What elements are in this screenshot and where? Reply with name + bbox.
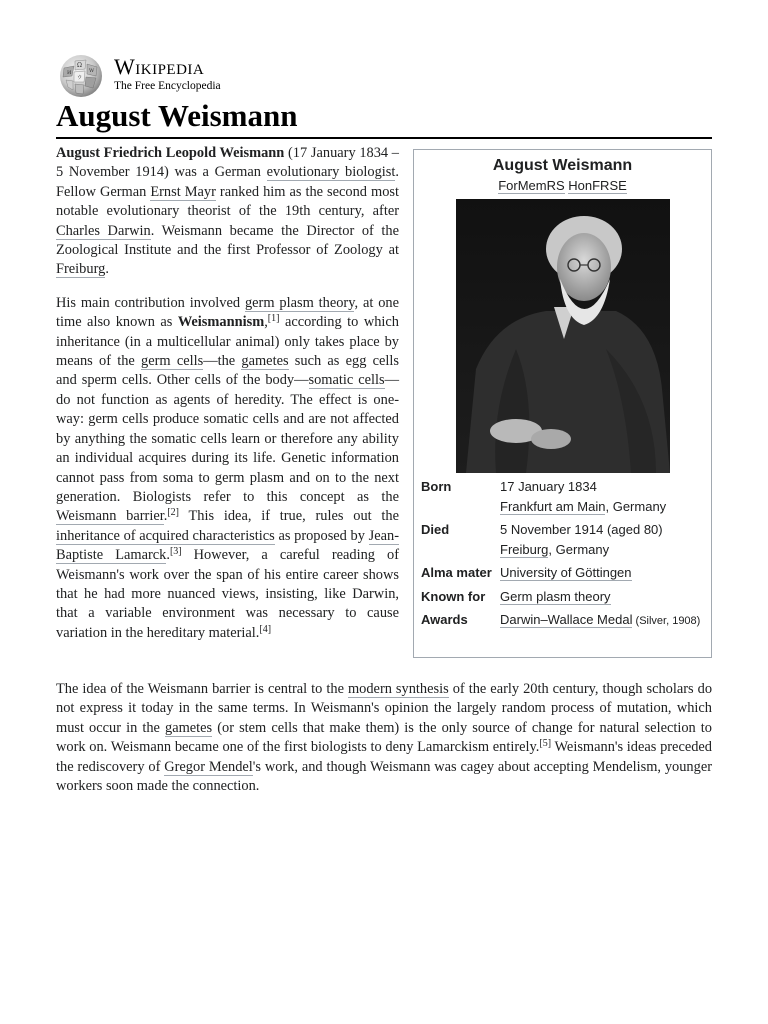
link-formemrs[interactable]: ForMemRS (498, 178, 565, 193)
link-germ-cells[interactable]: germ cells (141, 353, 204, 370)
citation-5[interactable]: [5] (539, 738, 552, 750)
subject-name: August Friedrich Leopold Weismann (56, 145, 285, 161)
svg-text:ウ: ウ (77, 75, 83, 81)
link-modern-synthesis[interactable]: modern synthesis (347, 681, 449, 697)
infobox-fields (421, 477, 706, 636)
link-gregor-mendel[interactable]: Gregor Mendel (164, 758, 253, 775)
link-gametes[interactable]: gametes (241, 353, 289, 370)
infobox-row-alma-mater: Alma mater University of Göttingen (421, 565, 632, 580)
link-frankfurt-am-main[interactable]: Frankfurt am Main (500, 498, 606, 514)
link-somatic-cells[interactable]: somatic cells (308, 372, 385, 389)
svg-text:И: И (67, 70, 72, 76)
wikipedia-tagline: The Free Encyclopedia (114, 80, 221, 92)
site-header[interactable] (56, 52, 356, 96)
infobox-row-died: Died 5 November 1914 (aged 80) Freiburg, Germany (421, 522, 663, 557)
link-gametes-2[interactable]: gametes (165, 719, 213, 736)
link-charles-darwin[interactable]: Charles Darwin (56, 222, 151, 239)
link-darwin-wallace-medal[interactable]: Darwin–Wallace Medal (500, 612, 633, 627)
svg-text:Ω: Ω (77, 62, 82, 69)
paragraph-intro: August Friedrich Leopold Weismann (17 January 1834 – 5 November 1914) was a German evolutionary biologist. Fellow German Ernst Mayr ranked him as the second most notable evolutionary theorist of the 19th century, after Charles Darwin. Weismann became the Director of the Zoological Institute and the first Professor of Zoology at Freiburg. (56, 145, 400, 278)
link-inheritance-of-acquired-characteristics[interactable]: inheritance of acquired characteristics (56, 527, 275, 544)
paragraph-modern-synthesis: The idea of the Weismann barrier is central to the modern synthesis of the early 20th century, though scholars do not express it today in the same terms. In Weismann's opinion the largely random process of mutation, which must occur in the gametes (or stem cells that make them) is the only source of change for natural selection to work on. Weismann became one of the first biologists to deny Lamarckism entirely.[5] Weismann's ideas preceded the rediscovery of Gregor Mendel's work, and though Weismann was cagey about accepting Mendelism, younger workers soon made the connection. (56, 681, 713, 795)
link-freiburg-infobox[interactable]: Freiburg (500, 541, 549, 557)
link-germ-plasm-theory[interactable]: germ plasm theory (244, 294, 355, 311)
citation-2[interactable]: [2] (167, 507, 179, 519)
wikipedia-wordmark: Wikipedia (114, 54, 205, 79)
infobox (413, 149, 712, 658)
term-weismannism: Weismannism (177, 314, 265, 331)
link-university-of-gottingen[interactable]: University of Göttingen (500, 565, 632, 580)
link-honfrse[interactable]: HonFRSE (568, 178, 627, 193)
link-jean-baptiste-lamarck[interactable]: Jean-Baptiste Lamarck (56, 527, 399, 564)
link-evolutionary-biologist[interactable]: evolutionary biologist (266, 164, 396, 181)
link-weismann-barrier[interactable]: Weismann barrier (56, 508, 164, 525)
infobox-row-known-for: Known for Germ plasm theory (421, 588, 611, 604)
citation-1[interactable]: [1] (267, 313, 280, 325)
infobox-title: August Weismann (492, 157, 633, 174)
link-ernst-mayr[interactable]: Ernst Mayr (150, 183, 216, 200)
article-lead (56, 144, 399, 657)
paragraph-germ-plasm: His main contribution involved germ plasm theory, at one time also known as Weismannism,[1] according to which inheritance (in a multicellular animal) only takes place by means of the germ cells—the gametes such as egg cells and sperm cells. Other cells of the body—somatic cells—do not function as agents of heredity. The effect is one-way: germ cells produce somatic cells and are not affected by anything the somatic cells learn or therefore any ability an individual acquires during its life. Genetic information cannot pass from soma to germ plasm and on to the next generation. Biologists refer to this concept as the Weismann barrier.[2] This idea, if true, rules out the inheritance of acquired characteristics as proposed by Jean-Baptiste Lamarck.[3] However, a careful reading of Weismann's work over the span of his entire career shows that he had more nuanced views, insisting, like Darwin, that a variable environment was necessary to cause variation in the hereditary material.[4] (56, 294, 399, 641)
article-body (56, 680, 712, 796)
wikipedia-globe-logo[interactable] (56, 54, 106, 98)
page-title: August Weismann (56, 97, 712, 139)
infobox-post-nominals (414, 177, 711, 194)
svg-text:W: W (89, 68, 95, 74)
infobox-row-born: Born 17 January 1834 Frankfurt am Main, Germany (421, 479, 667, 514)
link-freiburg[interactable]: Freiburg (56, 261, 106, 278)
citation-4[interactable]: [4] (259, 623, 272, 635)
citation-3[interactable]: [3] (169, 546, 182, 558)
portrait-photo[interactable] (456, 199, 670, 473)
link-germ-plasm-theory-infobox[interactable]: Germ plasm theory (500, 588, 611, 604)
infobox-row-awards: Awards Darwin–Wallace Medal (Silver, 1908) (421, 612, 701, 627)
